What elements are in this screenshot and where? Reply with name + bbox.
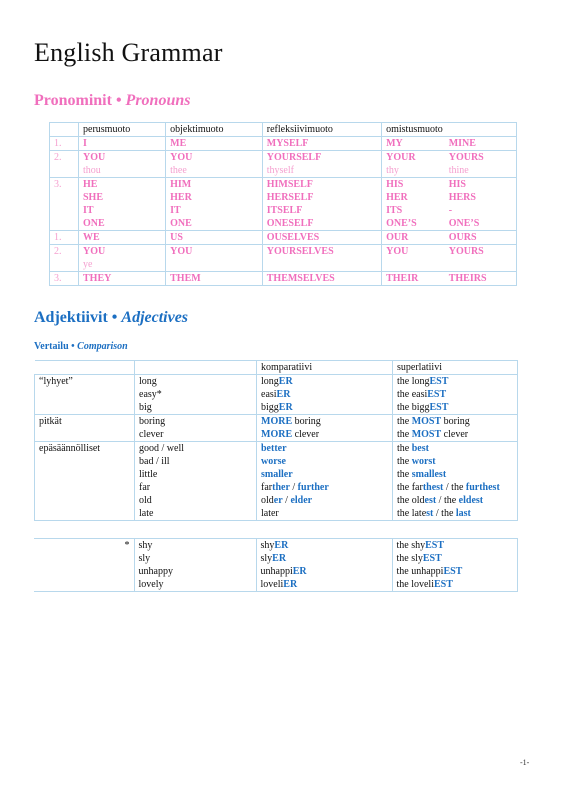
comparison-suffix: last bbox=[455, 508, 471, 519]
pronoun-cell-refl: HERSELF bbox=[262, 191, 381, 204]
pronoun-cell-base: I bbox=[79, 137, 166, 151]
spelling-note-table-body bbox=[34, 539, 518, 592]
pronoun-row bbox=[50, 191, 517, 204]
pronoun-person-number: 1. bbox=[50, 231, 79, 245]
pronoun-cell-base: thou bbox=[79, 164, 166, 178]
pronoun-cell-obj: thee bbox=[166, 164, 263, 178]
page-title: English Grammar bbox=[34, 38, 223, 67]
adjective-group-label bbox=[35, 428, 135, 442]
pronoun-header-possessive: omistusmuoto bbox=[382, 123, 517, 137]
pronoun-cell-poss2: - bbox=[445, 204, 517, 217]
pronoun-person-number bbox=[50, 258, 79, 272]
comparison-suffix: EST bbox=[429, 376, 449, 387]
page-number: -1- bbox=[520, 758, 530, 767]
adjective-row bbox=[35, 388, 518, 401]
comparison-suffix: MOST bbox=[411, 416, 442, 427]
comparison-suffix: ER bbox=[292, 566, 307, 577]
comparison-suffix: EST bbox=[425, 540, 445, 551]
pronoun-cell-poss1 bbox=[382, 258, 445, 272]
adjective-base: little bbox=[135, 468, 257, 481]
comparison-suffix: further bbox=[297, 482, 329, 493]
comparison-suffix: ER bbox=[283, 579, 298, 590]
pronoun-person-number: 2. bbox=[50, 151, 79, 165]
comparison-stem: / the bbox=[443, 482, 466, 493]
comparison-stem: / the bbox=[436, 495, 459, 506]
adjective-superlative bbox=[393, 401, 518, 415]
pronoun-cell-poss1: HER bbox=[382, 191, 445, 204]
pronouns-heading bbox=[34, 92, 190, 110]
comparison-stem: sly bbox=[260, 553, 273, 564]
comparison-stem: the unhappi bbox=[396, 566, 444, 577]
adjective-comparative bbox=[257, 388, 393, 401]
pronoun-row bbox=[50, 245, 517, 259]
adjective-base: far bbox=[135, 481, 257, 494]
pronoun-cell-poss1: thy bbox=[382, 164, 445, 178]
comparison-suffix: EST bbox=[429, 402, 449, 413]
comparison-stem: / the bbox=[433, 508, 456, 519]
comparison-stem: clever bbox=[292, 429, 320, 440]
pronoun-row bbox=[50, 272, 517, 286]
adjective-superlative bbox=[393, 455, 518, 468]
comparison-stem: the old bbox=[397, 495, 425, 506]
pronoun-table-body bbox=[50, 123, 517, 286]
pronoun-person-number: 3. bbox=[50, 272, 79, 286]
adjective-superlative bbox=[393, 481, 518, 494]
comparison-stem: the late bbox=[397, 508, 427, 519]
pronoun-cell-poss1: OUR bbox=[382, 231, 445, 245]
adjective-superlative bbox=[393, 415, 518, 429]
adjective-base: bad / ill bbox=[135, 455, 257, 468]
comparison-suffix: MORE bbox=[261, 429, 293, 440]
comparison-suffix: smaller bbox=[261, 469, 293, 480]
adjective-group-label: * bbox=[34, 539, 134, 553]
adjective-row bbox=[34, 565, 518, 578]
comparison-stem: the easi bbox=[397, 389, 428, 400]
adjective-base: sly bbox=[134, 552, 256, 565]
pronoun-row bbox=[50, 258, 517, 272]
adjective-base: big bbox=[135, 401, 257, 415]
adjective-superlative bbox=[393, 494, 518, 507]
pronoun-cell-refl: thyself bbox=[262, 164, 381, 178]
comparison-stem: long bbox=[261, 376, 279, 387]
pronoun-cell-obj: YOU bbox=[166, 245, 263, 259]
adjective-comparative bbox=[256, 565, 392, 578]
comparison-stem: unhappi bbox=[260, 566, 293, 577]
comparison-stem: later bbox=[261, 508, 279, 519]
comparison-header-empty-1 bbox=[35, 361, 135, 375]
pronoun-cell-poss1: ONE’S bbox=[382, 217, 445, 231]
adjectives-heading bbox=[34, 309, 188, 327]
pronoun-cell-base: YOU bbox=[79, 245, 166, 259]
pronoun-person-number: 1. bbox=[50, 137, 79, 151]
adjective-comparative bbox=[257, 455, 393, 468]
comparison-suffix: thest bbox=[422, 482, 444, 493]
pronoun-cell-base: YOU bbox=[79, 151, 166, 165]
comparison-stem: the sly bbox=[396, 553, 423, 564]
comparison-header-row bbox=[35, 361, 518, 375]
pronoun-cell-base: ye bbox=[79, 258, 166, 272]
adjective-group-label: “lyhyet” bbox=[35, 375, 135, 389]
comparison-suffix: EST bbox=[434, 579, 453, 590]
adjective-base: unhappy bbox=[134, 565, 256, 578]
pronoun-row bbox=[50, 164, 517, 178]
pronoun-header-object: objektimuoto bbox=[166, 123, 263, 137]
pronoun-row bbox=[50, 151, 517, 165]
comparison-stem: shy bbox=[260, 540, 275, 551]
adjective-comparative bbox=[256, 552, 392, 565]
comparison-suffix: elder bbox=[290, 495, 313, 506]
comparison-subheading-en: Comparison bbox=[77, 341, 128, 352]
pronoun-cell-obj: ONE bbox=[166, 217, 263, 231]
pronoun-cell-poss1: YOUR bbox=[382, 151, 445, 165]
pronoun-person-number bbox=[50, 191, 79, 204]
adjective-superlative bbox=[393, 442, 518, 456]
pronoun-cell-base: IT bbox=[79, 204, 166, 217]
comparison-suffix: better bbox=[261, 443, 287, 454]
pronoun-cell-poss2: ONE’S bbox=[445, 217, 517, 231]
adjective-row bbox=[35, 507, 518, 521]
comparison-stem: the far bbox=[397, 482, 423, 493]
pronouns-heading-fi: Pronominit bbox=[34, 92, 112, 109]
comparison-suffix: eldest bbox=[458, 495, 484, 506]
adjective-group-label bbox=[35, 494, 135, 507]
comparison-suffix: ER bbox=[276, 389, 291, 400]
pronoun-cell-refl: OUSELVES bbox=[262, 231, 381, 245]
pronoun-person-number: 2. bbox=[50, 245, 79, 259]
pronoun-cell-poss2: OURS bbox=[445, 231, 517, 245]
pronouns-heading-en: Pronouns bbox=[125, 92, 191, 109]
comparison-subheading bbox=[34, 341, 128, 352]
adjective-base: easy* bbox=[135, 388, 257, 401]
adjective-base: old bbox=[135, 494, 257, 507]
adjective-group-label bbox=[34, 552, 134, 565]
pronoun-cell-refl: ONESELF bbox=[262, 217, 381, 231]
comparison-stem: loveli bbox=[260, 579, 284, 590]
pronoun-cell-poss2: YOURS bbox=[445, 245, 517, 259]
heading-separator: • bbox=[115, 92, 122, 109]
adjective-comparative bbox=[257, 375, 393, 389]
comparison-suffix: EST bbox=[443, 566, 463, 577]
pronoun-row bbox=[50, 231, 517, 245]
comparison-table-body bbox=[35, 361, 518, 521]
comparison-stem: bigg bbox=[261, 402, 279, 413]
adjective-comparative bbox=[257, 401, 393, 415]
adjective-superlative bbox=[393, 375, 518, 389]
pronoun-cell-obj: US bbox=[166, 231, 263, 245]
pronoun-cell-obj: HER bbox=[166, 191, 263, 204]
comparison-suffix: ER bbox=[278, 376, 293, 387]
adjective-row bbox=[35, 455, 518, 468]
adjective-base: clever bbox=[135, 428, 257, 442]
pronoun-cell-poss2: HERS bbox=[445, 191, 517, 204]
adjective-group-label bbox=[35, 388, 135, 401]
pronoun-row bbox=[50, 204, 517, 217]
pronoun-cell-poss2: HIS bbox=[445, 178, 517, 192]
pronoun-header-reflexive: refleksiivimuoto bbox=[262, 123, 381, 137]
adjective-base: boring bbox=[135, 415, 257, 429]
adjectives-heading-fi: Adjektiivit bbox=[34, 309, 108, 326]
pronoun-cell-poss1: MY bbox=[382, 137, 445, 151]
pronoun-cell-obj: ME bbox=[166, 137, 263, 151]
pronoun-cell-poss1: ITS bbox=[382, 204, 445, 217]
pronoun-cell-refl: HIMSELF bbox=[262, 178, 381, 192]
pronoun-cell-base: HE bbox=[79, 178, 166, 192]
pronoun-cell-refl: MYSELF bbox=[262, 137, 381, 151]
pronoun-person-number bbox=[50, 204, 79, 217]
adjective-group-label bbox=[35, 481, 135, 494]
pronoun-cell-obj: THEM bbox=[166, 272, 263, 286]
adjective-comparative bbox=[257, 442, 393, 456]
pronoun-row bbox=[50, 137, 517, 151]
comparison-stem: easi bbox=[261, 389, 277, 400]
comparison-suffix: best bbox=[411, 443, 429, 454]
comparison-stem: the bbox=[397, 469, 412, 480]
pronoun-cell-base: WE bbox=[79, 231, 166, 245]
comparison-suffix: EST bbox=[427, 389, 447, 400]
subheading-separator: • bbox=[71, 341, 75, 352]
comparison-header-superlative: superlatiivi bbox=[393, 361, 518, 375]
adjective-row bbox=[35, 468, 518, 481]
pronoun-cell-base: SHE bbox=[79, 191, 166, 204]
adjective-row bbox=[34, 539, 518, 553]
adjective-row bbox=[34, 578, 518, 592]
adjective-superlative bbox=[392, 552, 518, 565]
adjectives-heading-en: Adjectives bbox=[121, 309, 189, 326]
adjective-group-label bbox=[35, 468, 135, 481]
comparison-stem: the bigg bbox=[397, 402, 430, 413]
adjective-superlative bbox=[393, 468, 518, 481]
pronoun-cell-obj bbox=[166, 258, 263, 272]
adjective-row bbox=[35, 428, 518, 442]
comparison-stem: old bbox=[261, 495, 274, 506]
pronoun-cell-poss2: YOURS bbox=[445, 151, 517, 165]
comparison-suffix: ER bbox=[278, 402, 293, 413]
pronoun-cell-refl: YOURSELVES bbox=[262, 245, 381, 259]
adjective-group-label bbox=[34, 578, 134, 592]
comparison-suffix: MORE bbox=[261, 416, 293, 427]
comparison-suffix: MOST bbox=[411, 429, 442, 440]
pronoun-cell-base: ONE bbox=[79, 217, 166, 231]
adjective-base: good / well bbox=[135, 442, 257, 456]
adjective-group-label bbox=[35, 507, 135, 521]
comparison-suffix: ER bbox=[274, 540, 289, 551]
comparison-suffix: worse bbox=[261, 456, 286, 467]
pronoun-header-row bbox=[50, 123, 517, 137]
adjective-superlative bbox=[393, 507, 518, 521]
adjective-group-label: epäsäännölliset bbox=[35, 442, 135, 456]
adjective-group-label bbox=[34, 565, 134, 578]
adjective-group-label bbox=[35, 401, 135, 415]
pronoun-header-num bbox=[50, 123, 79, 137]
comparison-subheading-fi: Vertailu bbox=[34, 341, 69, 352]
comparison-stem: / bbox=[289, 482, 298, 493]
adjective-base: long bbox=[135, 375, 257, 389]
heading-separator: • bbox=[111, 309, 118, 326]
adjective-comparative bbox=[257, 507, 393, 521]
comparison-stem: boring bbox=[441, 416, 470, 427]
pronoun-person-number bbox=[50, 164, 79, 178]
comparison-stem: the long bbox=[397, 376, 430, 387]
pronoun-cell-refl: YOURSELF bbox=[262, 151, 381, 165]
comparison-stem: the bbox=[397, 443, 412, 454]
pronoun-person-number: 3. bbox=[50, 178, 79, 192]
pronoun-cell-obj: IT bbox=[166, 204, 263, 217]
comparison-stem: the bbox=[397, 429, 412, 440]
pronoun-cell-poss1: THEIR bbox=[382, 272, 445, 286]
comparison-suffix: est bbox=[424, 495, 437, 506]
adjective-group-label bbox=[35, 455, 135, 468]
adjective-comparative bbox=[257, 415, 393, 429]
pronoun-person-number bbox=[50, 217, 79, 231]
adjective-comparative bbox=[257, 481, 393, 494]
adjective-superlative bbox=[393, 388, 518, 401]
pronoun-cell-poss2: MINE bbox=[445, 137, 517, 151]
comparison-suffix: ER bbox=[272, 553, 287, 564]
adjective-row bbox=[35, 401, 518, 415]
comparison-stem: / bbox=[282, 495, 291, 506]
adjective-superlative bbox=[392, 578, 518, 592]
pronoun-cell-refl: ITSELF bbox=[262, 204, 381, 217]
comparison-suffix: st bbox=[426, 508, 434, 519]
comparison-stem: boring bbox=[292, 416, 321, 427]
adjective-row bbox=[35, 442, 518, 456]
adjective-comparative bbox=[257, 494, 393, 507]
pronoun-cell-poss2 bbox=[445, 258, 517, 272]
adjective-row bbox=[35, 415, 518, 429]
pronoun-cell-poss2: thine bbox=[445, 164, 517, 178]
comparison-stem: clever bbox=[441, 429, 469, 440]
adjective-comparative bbox=[257, 428, 393, 442]
adjective-comparative bbox=[256, 578, 392, 592]
adjective-row bbox=[34, 552, 518, 565]
pronoun-cell-poss1: YOU bbox=[382, 245, 445, 259]
comparison-table bbox=[34, 360, 518, 521]
adjective-comparative bbox=[257, 468, 393, 481]
pronoun-cell-poss1: HIS bbox=[382, 178, 445, 192]
pronoun-cell-base: THEY bbox=[79, 272, 166, 286]
comparison-stem: the bbox=[397, 456, 412, 467]
adjective-base: shy bbox=[134, 539, 256, 553]
pronoun-cell-obj: YOU bbox=[166, 151, 263, 165]
comparison-suffix: EST bbox=[422, 553, 442, 564]
adjective-superlative bbox=[392, 565, 518, 578]
pronoun-row bbox=[50, 217, 517, 231]
comparison-header-comparative: komparatiivi bbox=[257, 361, 393, 375]
pronoun-table bbox=[49, 122, 517, 286]
adjective-superlative bbox=[392, 539, 518, 553]
adjective-row bbox=[35, 481, 518, 494]
pronoun-cell-refl: THEMSELVES bbox=[262, 272, 381, 286]
pronoun-cell-poss2: THEIRS bbox=[445, 272, 517, 286]
comparison-suffix: er bbox=[273, 495, 283, 506]
comparison-header-empty-2 bbox=[135, 361, 257, 375]
adjective-base: late bbox=[135, 507, 257, 521]
adjective-row bbox=[35, 494, 518, 507]
pronoun-header-base: perusmuoto bbox=[79, 123, 166, 137]
pronoun-row bbox=[50, 178, 517, 192]
comparison-stem: the bbox=[397, 416, 412, 427]
comparison-suffix: ther bbox=[272, 482, 290, 493]
adjective-comparative bbox=[256, 539, 392, 553]
comparison-stem: far bbox=[261, 482, 273, 493]
adjective-base: lovely bbox=[134, 578, 256, 592]
pronoun-cell-refl bbox=[262, 258, 381, 272]
comparison-suffix: worst bbox=[411, 456, 436, 467]
spelling-note-table bbox=[34, 538, 518, 592]
pronoun-cell-obj: HIM bbox=[166, 178, 263, 192]
comparison-stem: the shy bbox=[396, 540, 426, 551]
comparison-suffix: furthest bbox=[465, 482, 500, 493]
comparison-suffix: smallest bbox=[411, 469, 447, 480]
comparison-stem: the loveli bbox=[396, 579, 434, 590]
adjective-group-label: pitkät bbox=[35, 415, 135, 429]
adjective-row bbox=[35, 375, 518, 389]
adjective-superlative bbox=[393, 428, 518, 442]
